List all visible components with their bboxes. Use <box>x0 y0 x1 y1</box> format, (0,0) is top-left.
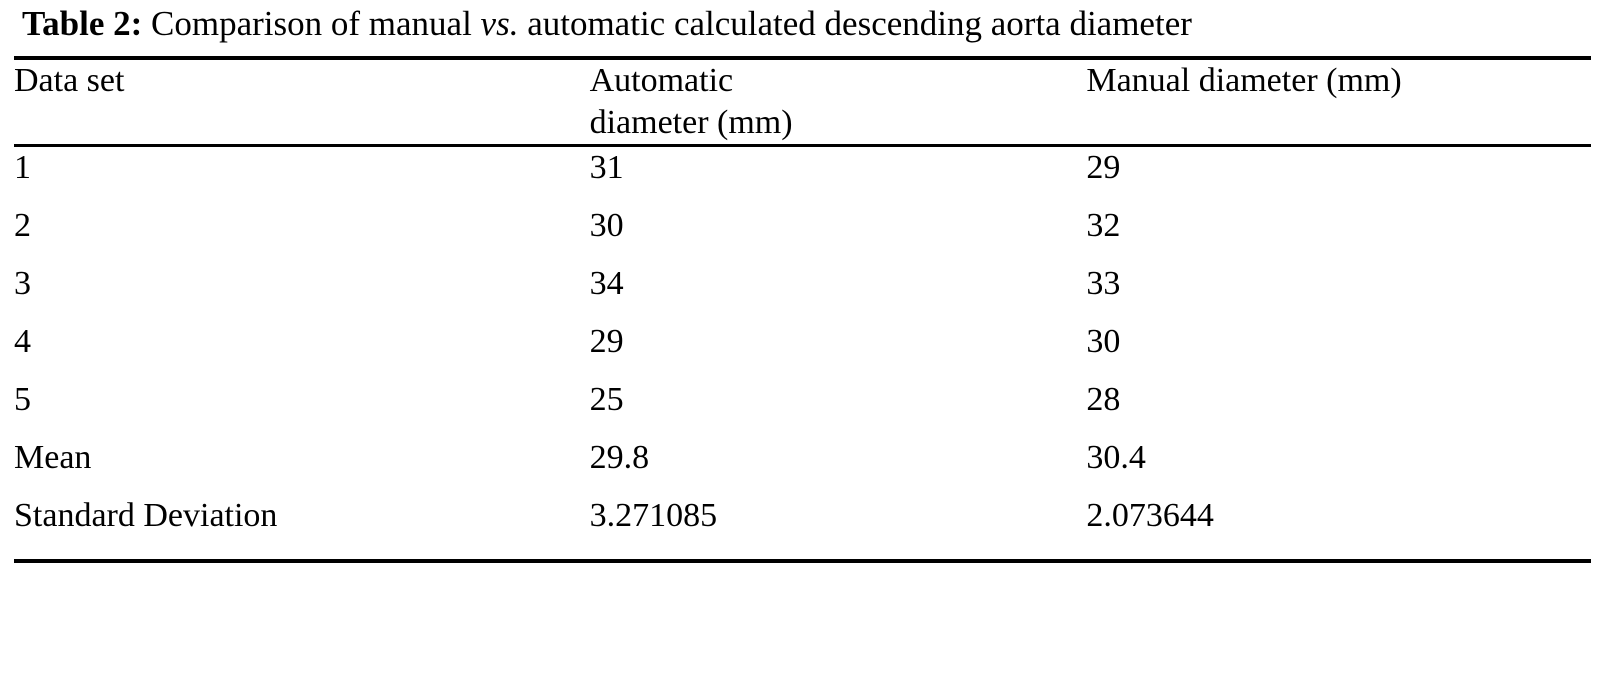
comparison-table-body <box>14 147 1591 553</box>
column-header-automatic-line1: Automatic <box>589 62 734 99</box>
table-caption-italic: vs. <box>480 4 519 43</box>
cell-automatic: 29.8 <box>589 439 650 476</box>
cell-automatic: 31 <box>589 149 624 186</box>
table-bottom-rule <box>14 559 1591 563</box>
table-caption-text-before: Comparison of manual <box>151 4 472 43</box>
table-body <box>14 147 1591 553</box>
cell-manual: 30.4 <box>1086 439 1146 476</box>
cell-automatic: 34 <box>589 265 624 302</box>
cell-data-set: 5 <box>14 381 31 418</box>
table-row <box>14 379 1591 437</box>
table-row <box>14 321 1591 379</box>
cell-data-set: 2 <box>14 207 31 244</box>
cell-manual: 30 <box>1086 323 1121 360</box>
cell-data-set: 4 <box>14 323 31 360</box>
cell-automatic: 25 <box>589 381 624 418</box>
table-head <box>14 60 1591 144</box>
table-caption-text-after: automatic calculated descending aorta diameter <box>527 4 1192 43</box>
cell-manual: 32 <box>1086 207 1121 244</box>
cell-data-set: Standard Deviation <box>14 497 278 534</box>
comparison-table <box>14 60 1591 144</box>
column-header-automatic-line2: diameter (mm) <box>589 104 793 141</box>
cell-automatic: 30 <box>589 207 624 244</box>
cell-automatic: 3.271085 <box>589 497 718 534</box>
cell-manual: 2.073644 <box>1086 497 1214 534</box>
cell-manual: 33 <box>1086 265 1121 302</box>
table-caption-label: Table 2: <box>22 4 143 43</box>
cell-data-set: 1 <box>14 149 31 186</box>
cell-automatic: 29 <box>589 323 624 360</box>
table-header-row <box>14 60 1591 144</box>
column-header-automatic <box>590 60 1087 144</box>
column-header-data-set-line1: Data set <box>14 62 125 99</box>
cell-manual: 29 <box>1086 149 1121 186</box>
column-header-manual <box>1086 60 1591 144</box>
column-header-data-set <box>14 60 590 144</box>
cell-manual: 28 <box>1086 381 1121 418</box>
cell-data-set: Mean <box>14 439 92 476</box>
table-row <box>14 205 1591 263</box>
cell-data-set: 3 <box>14 265 31 302</box>
table-row <box>14 437 1591 495</box>
table-caption <box>6 0 1599 56</box>
table-row <box>14 495 1591 553</box>
column-header-manual-line1: Manual diameter (mm) <box>1086 62 1402 99</box>
table-row <box>14 147 1591 205</box>
table-row <box>14 263 1591 321</box>
